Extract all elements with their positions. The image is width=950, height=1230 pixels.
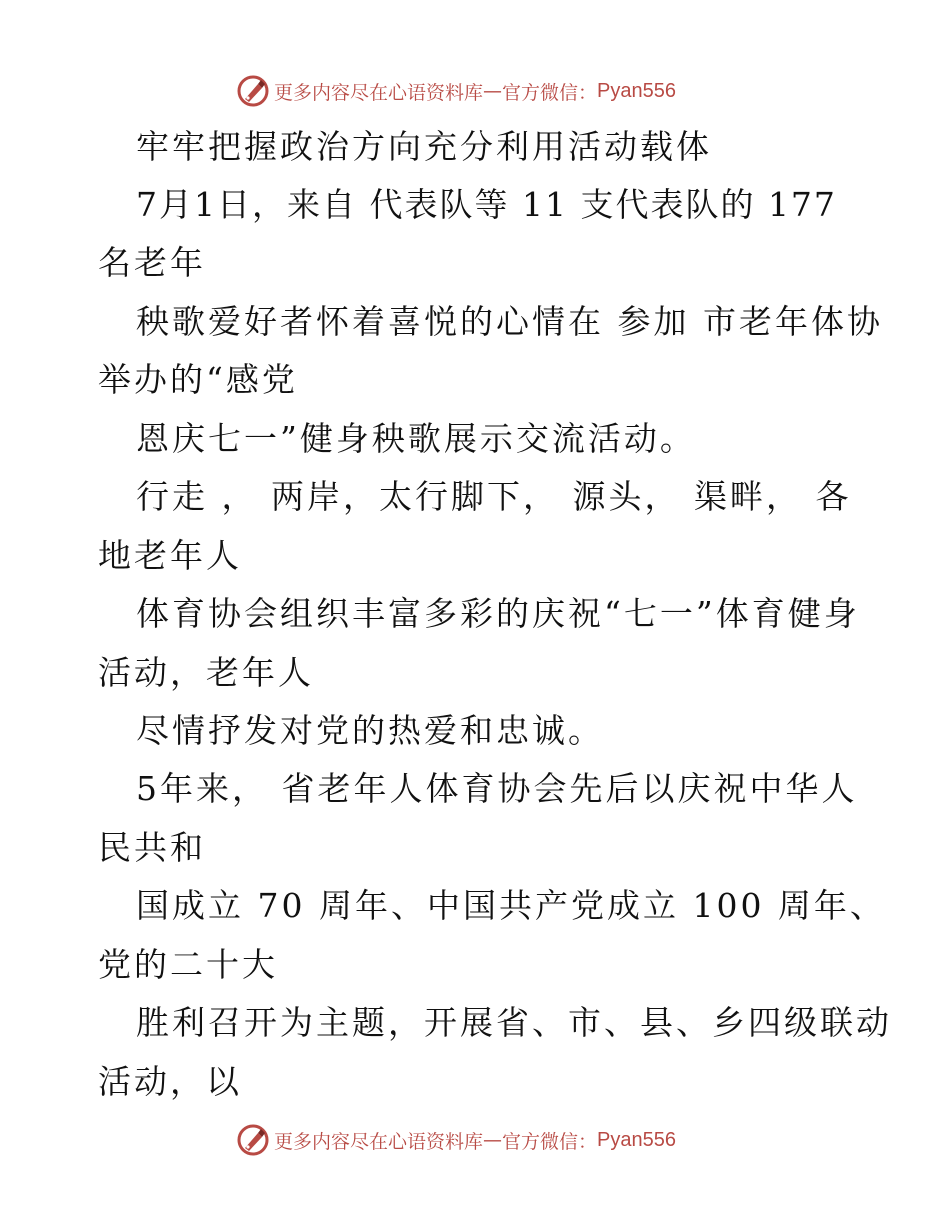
body-line-11: 尽情抒发对党的热爱和忠诚。 [136, 711, 604, 750]
body-line-7: 行走 ， 两岸，太行脚下， 源头， 渠畔， 各 [136, 477, 852, 516]
watermark-wechat-label: 官方微信： [502, 81, 598, 104]
body-line-6: 恩庆七一”健身秧歌展示交流活动。 [136, 419, 696, 458]
body-line-4: 秧歌爱好者怀着喜悦的心情在 参加 市老年体协 [136, 302, 883, 341]
header-watermark [236, 73, 676, 109]
pen-logo-icon [236, 1123, 270, 1157]
body-line-9: 体育协会组织丰富多彩的庆祝“七一”体育健身 [136, 594, 860, 633]
watermark-site-text: 更多内容尽在心语资料库 [274, 1130, 484, 1153]
body-line-17: 活动，以 [98, 1062, 242, 1101]
watermark-wechat-label: 官方微信： [502, 1130, 598, 1153]
body-line-8: 地老年人 [98, 536, 242, 575]
watermark-wechat-id: Pyan556 [597, 79, 676, 102]
footer-watermark [236, 1122, 676, 1158]
body-line-5: 举办的“感党 [98, 360, 298, 399]
body-line-2 [136, 185, 837, 225]
body-line-3: 名老年 [98, 243, 206, 282]
body-line-1: 牢牢把握政治方向充分利用活动载体 [136, 127, 712, 166]
body-line-14: 国成立 70 周年、中国共产党成立 100 周年、 [136, 886, 886, 925]
watermark-separator: — [483, 80, 503, 102]
watermark-separator: — [483, 1129, 503, 1151]
watermark-site-text: 更多内容尽在心语资料库 [274, 81, 484, 104]
watermark-wechat-id: Pyan556 [597, 1128, 676, 1151]
pen-logo-icon [236, 74, 270, 108]
body-line-13: 民共和 [98, 828, 206, 867]
body-line-10: 活动，老年人 [98, 653, 314, 692]
body-line-12: 5年来， 省老年人体育协会先后以庆祝中华人 [136, 769, 858, 808]
body-line-2-text: 7月1日，来自 代表队等 11 支代表队的 177 [136, 185, 837, 224]
body-line-15: 党的二十大 [98, 945, 278, 984]
body-line-16: 胜利召开为主题，开展省、市、县、乡四级联动 [136, 1003, 892, 1042]
